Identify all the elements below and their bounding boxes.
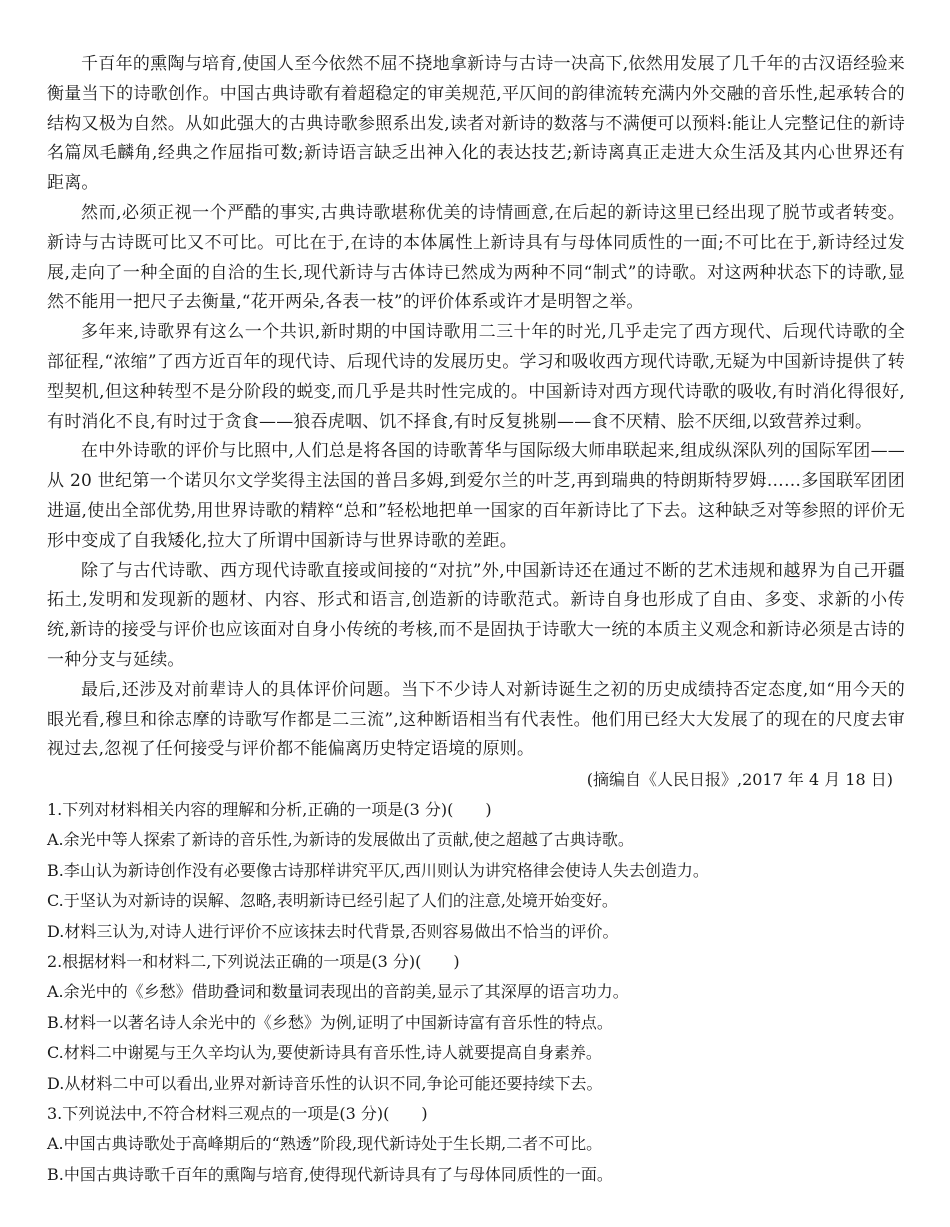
question-1-option-b: B.李山认为新诗创作没有必要像古诗那样讲究平仄,西川则认为讲究格律会使诗人失去创造力。 — [47, 860, 709, 880]
question-1-stem: 1.下列对材料相关内容的理解和分析,正确的一项是(3 分)( ) — [47, 799, 492, 819]
article-paragraph-4: 在中外诗歌的评价与比照中,人们总是将各国的诗歌菁华与国际级大师串联起来,组成纵深队列的国际军团——从 20 世纪第一个诺贝尔文学奖得主法国的普吕多姆,到爱尔兰的叶芝,再到瑞典的特朗斯特罗姆……多国联军团团进逼,使出全部优势,用世界诗歌的精粹“总和”轻松地把单一国家的百年新诗比了下去。这种缺乏对等参照的评价无形中变成了自我矮化,拉大了所谓中国新诗与世界诗歌的差距。 — [47, 441, 905, 551]
article-source: (摘编自《人民日报》,2017 年 4 月 18 日) — [586, 770, 893, 790]
question-2-option-a: A.余光中的《乡愁》借助叠词和数量词表现出的音韵美,显示了其深厚的语言功力。 — [47, 982, 629, 1002]
article-paragraph-6: 最后,还涉及对前辈诗人的具体评价问题。当下不少诗人对新诗诞生之初的历史成绩持否定态度,如“用今天的眼光看,穆旦和徐志摩的诗歌写作都是二三流”,这种断语相当有代表性。他们用已经大大发展了的现在的尺度去审视过去,忽视了任何接受与评价都不能偏离历史特定语境的原则。 — [47, 679, 905, 760]
question-3-option-a: A.中国古典诗歌处于高峰期后的“熟透”阶段,现代新诗处于生长期,二者不可比。 — [47, 1134, 603, 1154]
question-2-option-d: D.从材料二中可以看出,业界对新诗音乐性的认识不同,争论可能还要持续下去。 — [47, 1073, 603, 1093]
question-2-option-b: B.材料一以著名诗人余光中的《乡愁》为例,证明了中国新诗富有音乐性的特点。 — [47, 1012, 613, 1032]
article-paragraph-3: 多年来,诗歌界有这么一个共识,新时期的中国诗歌用二三十年的时光,几乎走完了西方现代、后现代诗歌的全部征程,“浓缩”了西方近百年的现代诗、后现代诗的发展历史。学习和吸收西方现代诗歌,无疑为中国新诗提供了转型契机,但这种转型不是分阶段的蜕变,而几乎是共时性完成的。中国新诗对西方现代诗歌的吸收,有时消化得很好,有时消化不良,有时过于贪食——狼吞虎咽、饥不择食,有时反复挑剔——食不厌精、脍不厌细,以致营养过剩。 — [47, 322, 905, 432]
question-1-option-c: C.于坚认为对新诗的误解、忽略,表明新诗已经引起了人们的注意,处境开始变好。 — [47, 891, 618, 911]
article-paragraph-5: 除了与古代诗歌、西方现代诗歌直接或间接的“对抗”外,中国新诗还在通过不断的艺术违规和越界为自己开疆拓土,发明和发现新的题材、内容、形式和语言,创造新的诗歌范式。新诗自身也形成了自由、多变、求新的小传统,新诗的接受与评价也应该面对自身小传统的考核,而不是固执于诗歌大一统的本质主义观念和新诗必须是古诗的一种分支与延续。 — [47, 560, 905, 670]
question-1-option-d: D.材料三认为,对诗人进行评价不应该抹去时代背景,否则容易做出不恰当的评价。 — [47, 921, 619, 941]
question-3-option-b: B.中国古典诗歌千百年的熏陶与培育,使得现代新诗具有了与母体同质性的一面。 — [47, 1164, 613, 1184]
question-3-stem: 3.下列说法中,不符合材料三观点的一项是(3 分)( ) — [47, 1103, 428, 1123]
article-paragraph-1: 千百年的熏陶与培育,使国人至今依然不屈不挠地拿新诗与古诗一决高下,依然用发展了几千年的古汉语经验来衡量当下的诗歌创作。中国古典诗歌有着超稳定的审美规范,平仄间的韵律流转充满内外交融的音乐性,起承转合的结构又极为自然。从如此强大的古典诗歌参照系出发,读者对新诗的数落与不满便可以预料:能让人完整记住的新诗名篇凤毛麟角,经典之作屈指可数;新诗语言缺乏出神入化的表达技艺;新诗离真正走进大众生活及其内心世界还有距离。 — [47, 54, 905, 194]
article — [47, 50, 905, 795]
question-3 — [47, 1099, 905, 1190]
exam-page — [47, 50, 905, 1190]
question-1-option-a: A.余光中等人探索了新诗的音乐性,为新诗的发展做出了贡献,使之超越了古典诗歌。 — [47, 830, 634, 850]
article-paragraph-2: 然而,必须正视一个严酷的事实,古典诗歌堪称优美的诗情画意,在后起的新诗这里已经出现了脱节或者转变。新诗与古诗既可比又不可比。可比在于,在诗的本体属性上新诗具有与母体同质性的一面;不可比在于,新诗经过发展,走向了一种全面的自洽的生长,现代新诗与古体诗已然成为两种不同“制式”的诗歌。对这两种状态下的诗歌,显然不能用一把尺子去衡量,“花开两朵,各表一枝”的评价体系或许才是明智之举。 — [47, 202, 905, 313]
question-2-stem: 2.根据材料一和材料二,下列说法正确的一项是(3 分)( ) — [47, 951, 460, 971]
question-2 — [47, 947, 905, 1099]
question-1 — [47, 795, 905, 947]
question-2-option-c: C.材料二中谢冕与王久辛均认为,要使新诗具有音乐性,诗人就要提高自身素养。 — [47, 1043, 602, 1063]
